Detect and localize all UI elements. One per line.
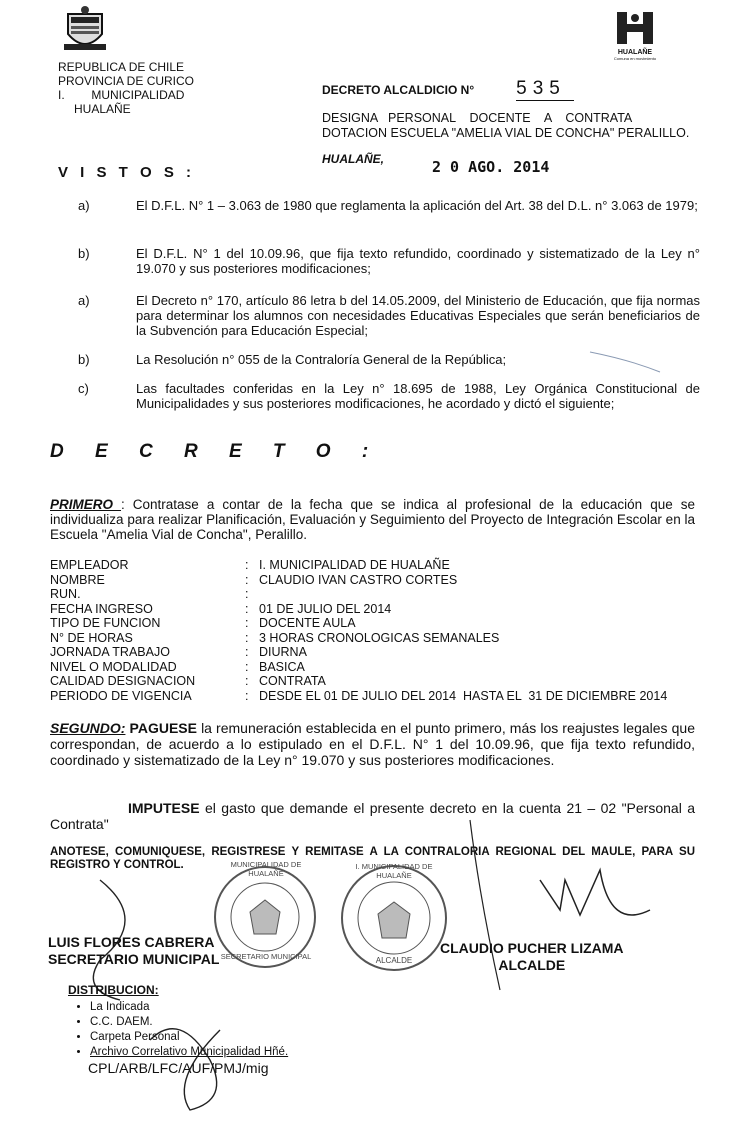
vistos-item (60, 352, 700, 367)
decree-label: DECRETO ALCALDICIO N° (322, 83, 475, 97)
detail-separator: : (245, 558, 249, 572)
secretary-signature-block (48, 934, 219, 968)
decree-number: 535 (516, 78, 574, 101)
item-letter: a) (78, 293, 90, 308)
issuer-block (58, 60, 194, 116)
detail-separator: : (245, 587, 249, 601)
hualane-h-icon (615, 10, 655, 46)
distribution-item: • C.C. DAEM. (90, 1015, 288, 1030)
detail-key: NOMBRE (50, 572, 105, 587)
issuer-line: REPUBLICA DE CHILE (58, 60, 185, 74)
detail-row (50, 674, 690, 689)
detail-separator: : (245, 601, 249, 616)
distribution-item: • Carpeta Personal (90, 1030, 288, 1045)
detail-key: FECHA INGRESO (50, 601, 153, 616)
mayor-name: CLAUDIO PUCHER LIZAMA (440, 940, 624, 956)
imputese-text: el gasto que demande el presente decreto en la cuenta 21 – 02 "Personal a Contrata" (50, 800, 695, 832)
detail-row (50, 587, 690, 602)
detail-value: 01 DE JULIO DEL 2014 (259, 601, 392, 616)
vistos-item (60, 198, 700, 213)
detail-key: CALIDAD DESIGNACION (50, 674, 196, 688)
stamp-bottom-text: SECRETARIO MUNICIPAL (220, 952, 312, 961)
detail-row (50, 660, 690, 675)
detail-key: RUN. (50, 587, 81, 601)
primero-label: PRIMERO (50, 497, 122, 512)
anotese-paragraph: ANOTESE, COMUNIQUESE, REGISTRESE Y REMITASE A LA CONTRALORIA REGIONAL DEL MAULE, PARA SU REGISTRO Y CONTROL. (50, 846, 695, 871)
stamp-bottom-text: ALCALDE (375, 956, 413, 965)
item-text: El D.F.L. N° 1 del 10.09.96, que fija texto refundido, coordinado y sistematizado de la Ley n° 19.070 y sus posteriores modificaciones; (136, 246, 700, 276)
vistos-item (60, 381, 700, 411)
detail-row (50, 573, 690, 588)
detail-value: DIURNA (259, 645, 307, 659)
vistos-title: V I S T O S : (58, 164, 196, 181)
primero-paragraph (50, 497, 695, 542)
detail-row (50, 558, 690, 573)
mayor-title: ALCALDE (498, 957, 566, 973)
detail-row (50, 689, 690, 704)
primero-text: : Contratase a contar de la fecha que se indica al profesional de la educación que se individualiza para realizar Planificación, Evaluación y Seguimiento del Proyecto de Integración Escolar en la Escuela "Amelia Vial de Concha", Peralillo. (50, 497, 695, 542)
place: HUALAÑE, (322, 152, 384, 166)
item-text: La Resolución n° 055 de la Contraloría General de la República; (136, 352, 507, 367)
imputese-paragraph (50, 800, 695, 832)
coat-of-arms-logo (62, 4, 108, 54)
detail-key: PERIODO DE VIGENCIA (50, 688, 192, 703)
decree-date: 2 0 AGO. 2014 (432, 158, 550, 176)
item-text: El D.F.L. N° 1 – 3.063 de 1980 que reglamenta la aplicación del Art. 38 del D.L. n° 3.063 de 1979; (136, 198, 698, 213)
segundo-paragraph (50, 720, 695, 768)
detail-separator: : (245, 645, 249, 659)
distribution-block (68, 983, 288, 1076)
detail-key: JORNADA TRABAJO (50, 645, 170, 659)
detail-value: 3 HORAS CRONOLOGICAS SEMANALES (259, 630, 500, 645)
item-letter: b) (78, 352, 90, 367)
decreto-title: D E C R E T O : (50, 441, 382, 462)
stamp-top-text: I. MUNICIPALIDAD DE HUALAÑE (355, 862, 433, 880)
vistos-item (60, 246, 700, 276)
decree-subject (322, 111, 689, 141)
logo-subtext: Comuna en movimiento (613, 56, 657, 61)
logo-text: HUALAÑE (617, 49, 653, 56)
detail-key: NIVEL O MODALIDAD (50, 659, 177, 674)
distribution-item: • Archivo Correlativo Municipalidad Hñé. (90, 1045, 288, 1060)
distribution-item: • La Indicada (90, 1000, 288, 1015)
detail-value: CONTRATA (259, 674, 326, 688)
item-text: Las facultades conferidas en la Ley n° 18.695 de 1988, Ley Orgánica Constitucional de Municipalidades y sus posteriores modificaciones, he acordado y dictó el siguiente; (136, 381, 700, 411)
mayor-signature-block (440, 940, 624, 974)
mayor-stamp (338, 862, 450, 977)
segundo-text: la remuneración establecida en el punto primero, más los reajustes legales que correspondan, de acuerdo a lo estipulado en el D.F.L. N° 1 del 10.09.96, que fija texto refundido, coordinado y sistematizado de la Ley n° 19.070 y sus posteriores modificaciones. (50, 720, 695, 768)
detail-value: I. MUNICIPALIDAD DE HUALAÑE (259, 558, 450, 572)
employee-details-table (50, 558, 690, 703)
detail-value (259, 587, 690, 602)
detail-separator: : (245, 659, 249, 674)
secretary-title: SECRETARIO MUNICIPAL (48, 951, 220, 967)
item-letter: a) (78, 198, 90, 213)
detail-row (50, 631, 690, 646)
initials: CPL/ARB/LFC/AUF/PMJ/mig (88, 1060, 269, 1076)
segundo-label: SEGUNDO: (50, 720, 126, 736)
detail-separator: : (245, 630, 249, 645)
detail-separator: : (245, 688, 249, 703)
detail-separator: : (245, 572, 249, 587)
detail-row (50, 616, 690, 631)
detail-value: CLAUDIO IVAN CASTRO CORTES (259, 572, 458, 587)
imputese-bold: IMPUTESE (128, 800, 200, 816)
detail-separator: : (245, 616, 249, 630)
stamp-top-text: MUNICIPALIDAD DE HUALAÑE (230, 860, 302, 878)
issuer-line: PROVINCIA DE CURICO (58, 74, 195, 88)
detail-key: N° DE HORAS (50, 630, 133, 645)
subject-line: DESIGNA PERSONAL DOCENTE A CONTRATA (322, 111, 633, 125)
hualane-logo (612, 10, 658, 61)
detail-value: DESDE EL 01 DE JULIO DEL 2014 HASTA EL 31 DE DICIEMBRE 2014 (259, 688, 668, 703)
detail-key: TIPO DE FUNCION (50, 616, 161, 630)
vistos-item (60, 293, 700, 338)
item-letter: b) (78, 246, 90, 261)
secretary-name: LUIS FLORES CABRERA (48, 934, 215, 950)
detail-separator: : (245, 674, 249, 688)
issuer-line: I. MUNICIPALIDAD (58, 88, 185, 102)
detail-key: EMPLEADOR (50, 558, 129, 572)
secretary-stamp (210, 862, 320, 975)
decree-header (322, 78, 574, 101)
detail-row (50, 645, 690, 660)
detail-value: DOCENTE AULA (259, 616, 356, 630)
issuer-line: HUALAÑE (74, 102, 131, 116)
item-letter: c) (78, 381, 89, 396)
detail-row (50, 602, 690, 617)
subject-line: DOTACION ESCUELA "AMELIA VIAL DE CONCHA" PERALILLO. (322, 126, 690, 140)
distribution-title: DISTRIBUCION: (68, 983, 159, 997)
segundo-bold: PAGUESE (129, 720, 197, 736)
item-text: El Decreto n° 170, artículo 86 letra b del 14.05.2009, del Ministerio de Educación, que fija normas para determinar los alumnos con necesidades Educativas Especiales que serán beneficiarios de la Subvención para Educación Especial; (136, 293, 700, 338)
detail-value: BASICA (259, 659, 305, 674)
